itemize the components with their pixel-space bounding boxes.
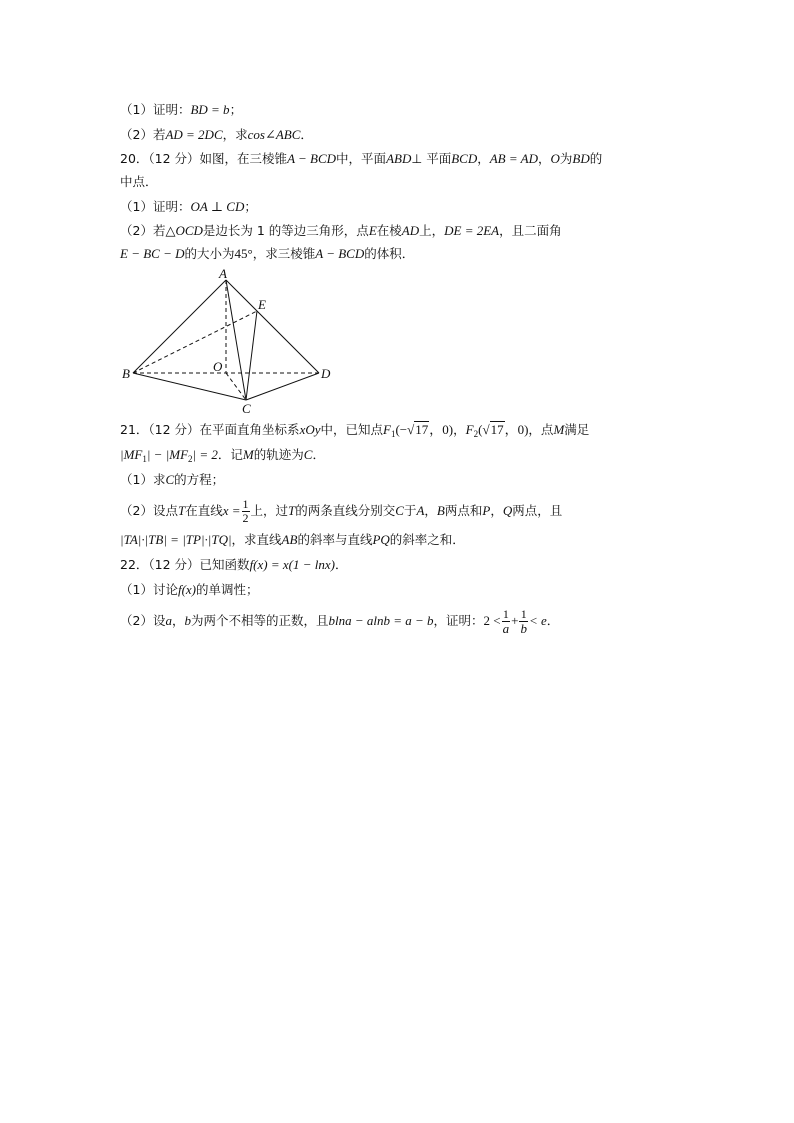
subscript: 2	[473, 429, 479, 439]
text: ，	[171, 613, 185, 628]
q19-part2	[120, 126, 313, 144]
text: ，求三棱锥	[252, 246, 316, 261]
math-expr: |TA|·|TB| = |TP|·|TQ|	[120, 532, 232, 547]
math-expr: |MF	[120, 447, 143, 462]
text: 上，	[419, 223, 445, 238]
text: 的体积．	[364, 246, 415, 261]
text: ，且二面角	[499, 223, 562, 238]
text: 的大小为	[184, 246, 235, 261]
text: 如图，在三棱锥	[199, 151, 288, 166]
math-expr: BD = b	[190, 102, 230, 117]
math-expr: C	[303, 447, 313, 462]
vertex-label-A: A	[219, 266, 227, 281]
text: ，	[490, 503, 503, 518]
math-expr: ，0)	[504, 422, 529, 437]
punct: ．	[312, 447, 325, 462]
vertex-label-B: B	[122, 366, 130, 381]
math-expr: △OCD	[165, 223, 203, 238]
text: 为	[559, 151, 573, 166]
punct: ；	[244, 199, 257, 214]
text: 在棱	[376, 223, 402, 238]
edge-BC	[133, 373, 246, 400]
part-label: （1）讨论	[120, 582, 178, 597]
text: 两点，且	[512, 503, 563, 518]
part-label: （1）证明：	[120, 199, 191, 214]
edge-CE	[246, 311, 257, 400]
math-expr: BCD	[451, 151, 478, 166]
subscript: 2	[188, 454, 193, 464]
question-number: 20．	[120, 151, 149, 166]
text: 上，过	[250, 503, 289, 518]
vertex-label-O: O	[213, 359, 223, 374]
math-expr: 45°	[234, 246, 253, 261]
text: 中，平面	[336, 151, 387, 166]
q22-part2	[120, 608, 559, 635]
text: ，	[453, 422, 466, 437]
text: ，	[477, 151, 490, 166]
q19-part1	[120, 101, 242, 119]
subscript: 1	[142, 454, 147, 464]
punct: ．	[546, 613, 560, 628]
sqrt-radicand: 17	[415, 422, 429, 437]
frac-numerator: 1	[520, 607, 527, 621]
math-expr: E	[368, 223, 377, 238]
frac-numerator: 1	[502, 607, 509, 621]
vertex-label-E: E	[258, 297, 266, 312]
q21-part2-line2	[120, 531, 465, 549]
math-expr: | = 2	[192, 447, 218, 462]
math-expr: B	[436, 503, 445, 518]
text: 于	[403, 503, 417, 518]
edge-BE-dashed	[133, 311, 257, 373]
q20-stem-line1	[120, 150, 602, 168]
math-expr: x =	[222, 503, 241, 518]
math-expr: f(x)	[177, 582, 196, 597]
text: 为两个不相等的正数，且	[190, 613, 329, 628]
text: ，求直线	[231, 532, 282, 547]
math-expr: A	[416, 503, 425, 518]
math-operator: +	[511, 613, 519, 628]
text: 的斜率之和．	[389, 532, 465, 547]
text: ，	[537, 151, 551, 166]
math-expr: OA ⊥ CD	[190, 199, 245, 214]
text: ，	[424, 503, 437, 518]
punct: ．	[300, 127, 313, 142]
edge-AD	[226, 280, 319, 373]
text: 中点．	[120, 174, 158, 189]
q20-part2-line2	[120, 245, 414, 263]
fraction-one-over-a	[502, 608, 511, 635]
text: 在直线	[185, 503, 223, 518]
math-expr: | − |MF	[146, 447, 189, 462]
pyramid-figure	[115, 262, 345, 420]
frac-numerator: 1	[242, 497, 249, 511]
q20-part2-line1	[120, 222, 562, 240]
text: 的两条直线分别交	[295, 503, 396, 518]
q21-part1	[120, 471, 224, 489]
frac-denominator: b	[520, 621, 527, 636]
math-expr: ABD	[386, 151, 412, 166]
math-expr: E − BC − D	[120, 246, 185, 261]
q22-stem	[120, 556, 347, 574]
q22-part1	[120, 581, 259, 599]
math-expr: T	[177, 503, 186, 518]
math-expr: b	[184, 613, 191, 628]
math-expr: (	[478, 422, 483, 437]
math-expr: a	[165, 613, 172, 628]
math-expr: C	[165, 472, 175, 487]
math-expr: blna − alnb = a − b	[328, 613, 434, 628]
edge-CD	[246, 373, 319, 400]
score: （12 分）	[148, 422, 200, 437]
text: 的斜率与直线	[297, 532, 373, 547]
text: 的单调性；	[196, 582, 259, 597]
math-expr: (−	[395, 422, 408, 437]
punct: ；	[229, 102, 243, 117]
text: 的	[589, 151, 603, 166]
part-label: （2）若	[120, 223, 166, 238]
frac-denominator: a	[502, 621, 510, 636]
text: 在平面直角坐标系	[199, 422, 300, 437]
edge-AC	[226, 280, 246, 400]
text: 的方程；	[174, 472, 225, 487]
q21-part2-line1	[120, 498, 562, 525]
fraction-one-over-b	[519, 608, 528, 635]
text: 的轨迹为	[253, 447, 304, 462]
math-expr: M	[553, 422, 565, 437]
math-expr: A − BCD	[287, 151, 337, 166]
math-expr: AB	[281, 532, 298, 547]
question-number: 21．	[120, 422, 149, 437]
math-expr: A − BCD	[315, 246, 365, 261]
text: ．记	[217, 447, 243, 462]
fraction-one-half	[242, 498, 250, 525]
text: 两点和	[444, 503, 483, 518]
math-expr: xOy	[299, 422, 321, 437]
q20-stem-line2	[120, 173, 158, 191]
text: ，点	[528, 422, 554, 437]
math-expr: PQ	[372, 532, 390, 547]
math-expr: F	[465, 422, 474, 437]
math-expr: O	[550, 151, 560, 166]
math-expr: P	[482, 503, 491, 518]
punct: ．	[334, 557, 348, 572]
vertex-label-C: C	[242, 401, 251, 416]
math-expr: 2 <	[483, 613, 501, 628]
text: ，求	[222, 127, 248, 142]
score: （12 分）	[148, 557, 200, 572]
part-label: （1）证明：	[120, 102, 191, 117]
math-expr: AD	[401, 223, 420, 238]
math-expr: ，0)	[429, 422, 454, 437]
math-expr: BD	[572, 151, 590, 166]
text: 是边长为 1 的等边三角形，点	[202, 223, 369, 238]
math-expr: cos∠ABC	[247, 127, 301, 142]
text: ⊥ 平面	[411, 151, 452, 166]
math-expr: DE = 2EA	[444, 223, 500, 238]
math-expr: f(x) = x(1 − lnx)	[249, 557, 335, 572]
sqrt-radicand: 17	[490, 422, 504, 437]
text: 满足	[564, 422, 590, 437]
q21-stem-line2	[120, 446, 325, 468]
math-expr: F	[383, 422, 391, 437]
math-expr: AD = 2DC	[165, 127, 223, 142]
part-label: （2）设	[120, 613, 166, 628]
part-label: （1）求	[120, 472, 166, 487]
part-label: （2）设点	[120, 503, 178, 518]
text: 中，已知点	[320, 422, 384, 437]
math-expr: Q	[502, 503, 513, 518]
part-label: （2）若	[120, 127, 166, 142]
text: 已知函数	[199, 557, 250, 572]
math-expr: M	[242, 447, 254, 462]
subscript: 1	[390, 429, 396, 439]
text: ，证明：	[433, 613, 484, 628]
math-expr: AB = AD	[489, 151, 538, 166]
frac-denominator: 2	[242, 511, 249, 525]
math-expr: T	[288, 503, 296, 518]
q20-part1	[120, 198, 257, 216]
q21-stem-line1: 21．（12 分）在平面直角坐标系xOy中，已知点$F_1(-√17$，0)，$F_2(√17$，0)，点M满足	[120, 422, 590, 439]
question-number: 22．	[120, 557, 149, 572]
vertex-label-D: D	[321, 366, 331, 381]
math-expr: C	[395, 503, 404, 518]
score: （12 分）	[148, 151, 200, 166]
math-expr: < e	[528, 613, 547, 628]
